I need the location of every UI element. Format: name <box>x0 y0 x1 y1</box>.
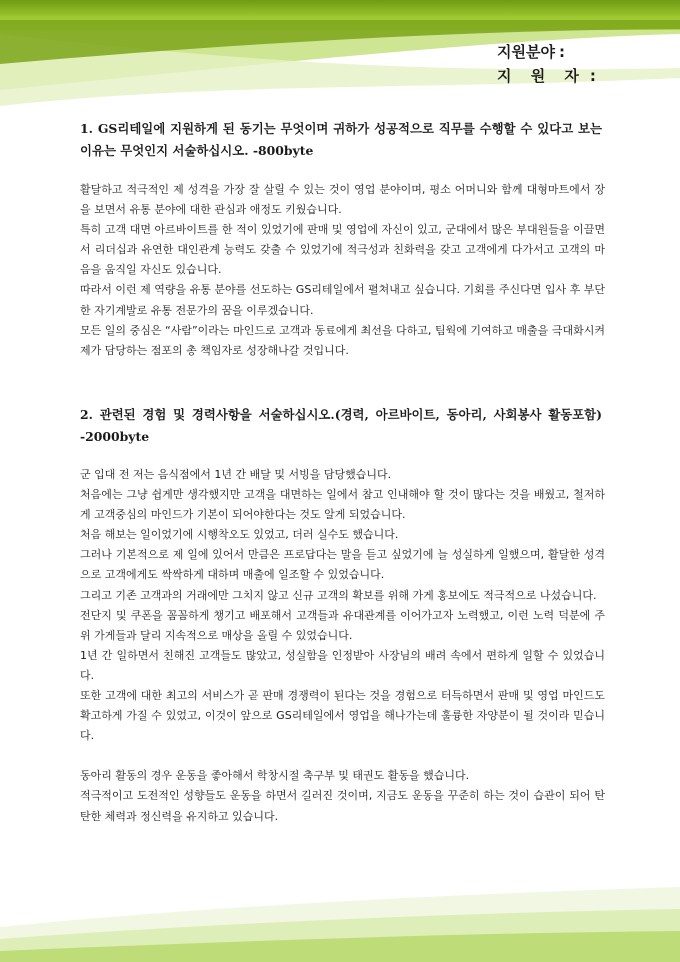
question-1: 1. GS리테일에 지원하게 된 동기는 무엇이며 귀하가 성공적으로 직무를 수행할 수 있다고 보는 이유는 무엇인지 서술하십시오. -800byte <box>80 121 602 158</box>
answer-2-paragraph: 동아리 활동의 경우 운동을 좋아해서 학창시절 축구부 및 태권도 활동을 했습니다. <box>80 769 470 783</box>
footer-decoration <box>0 887 680 962</box>
answer-1-paragraph: 모든 일의 중심은 “사람”이라는 마인드로 고객과 동료에게 최선을 다하고, 팀웍에 기여하고 매출을 극대화시켜 제가 담당하는 점포의 총 책임자로 성장해나갈 것입니다. <box>80 323 605 357</box>
applicant-info <box>497 40 596 88</box>
answer-2-paragraph: 전단지 및 쿠폰을 꼼꼼하게 챙기고 배포해서 고객들과 유대관계를 이어가고자 노력했고, 이런 노력 덕분에 주위 가게들과 달리 지속적으로 매상을 올릴 수 있었습니다. <box>80 608 605 642</box>
applicant-colon: : <box>589 67 596 85</box>
answer-2-paragraph: 또한 고객에 대한 최고의 서비스가 곧 판매 경쟁력이 된다는 것을 경험으로 터득하면서 판매 및 영업 마인드도 확고하게 가질 수 있었고, 이것이 앞으로 GS리테일에서 영업을 해나가는데 훌륭한 자양분이 될 것이라 믿습니다. <box>80 689 605 743</box>
answer-2-paragraph: 처음에는 그냥 쉽게만 생각했지만 고객을 대면하는 일에서 참고 인내해야 할 것이 많다는 것을 배웠고, 철저하게 고객중심의 마인드가 기본이 되어야한다는 것도 알게 되었습니다. <box>80 488 605 522</box>
answer-2 <box>80 465 605 827</box>
question-2: 2. 관련된 경험 및 경력사항을 서술하십시오.(경력, 아르바이트, 동아리, 사회봉사 활동포함) -2000byte <box>80 407 602 444</box>
answer-1-paragraph: 특히 고객 대면 아르바이트를 한 적이 있었기에 판매 및 영업에 자신이 있고, 군대에서 많은 부대원들을 이끌면서 리더십과 유연한 대인관계 능력도 갖출 수 있었기에 적극성과 친화력을 갖고 고객에게 다가서고 고객의 마음을 움직일 자신도 있습니다. <box>80 223 605 277</box>
field-colon: : <box>558 43 565 61</box>
answer-2-paragraph: 처음 해보는 일이었기에 시행착오도 있었고, 더러 실수도 했습니다. <box>80 528 399 542</box>
answer-2-paragraph: 그리고 기존 고객과의 거래에만 그치지 않고 신규 고객의 확보를 위해 가게 홍보에도 적극적으로 나섰습니다. <box>80 588 597 602</box>
applicant-label: 지 원 자 <box>497 67 586 85</box>
answer-2-paragraph: 그러나 기본적으로 제 일에 있어서 만큼은 프로답다는 말을 듣고 싶었기에 늘 성실하게 일했으며, 활달한 성격으로 고객에게도 싹싹하게 대하며 매출에 일조할 수 있었습니다. <box>80 548 605 582</box>
answer-1-paragraph: 따라서 이런 제 역량을 유통 분야를 선도하는 GS리테일에서 펼쳐내고 싶습니다. 기회를 주신다면 입사 후 부단한 자기계발로 유통 전문가의 꿈을 이루겠습니다. <box>80 283 605 317</box>
answer-2-paragraph: 적극적이고 도전적인 성향들도 운동을 하면서 길러진 것이며, 지금도 운동을 꾸준히 하는 것이 습관이 되어 탄탄한 체력과 정신력을 유지하고 있습니다. <box>80 789 605 823</box>
answer-1-paragraph: 활달하고 적극적인 제 성격을 가장 잘 살릴 수 있는 것이 영업 분야이며, 평소 어머니와 함께 대형마트에서 장을 보면서 유통 분야에 대한 관심과 애정도 키웠습니다. <box>80 183 605 217</box>
answer-2-paragraph: 군 입대 전 저는 음식점에서 1년 간 배달 및 서빙을 담당했습니다. <box>80 468 392 481</box>
answer-2-paragraph: 1년 간 일하면서 친해진 고객들도 많았고, 성실함을 인정받아 사장님의 배려 속에서 편하게 일할 수 있었습니다. <box>80 648 605 682</box>
field-label: 지원분야 <box>497 43 555 61</box>
answer-1 <box>80 180 605 361</box>
